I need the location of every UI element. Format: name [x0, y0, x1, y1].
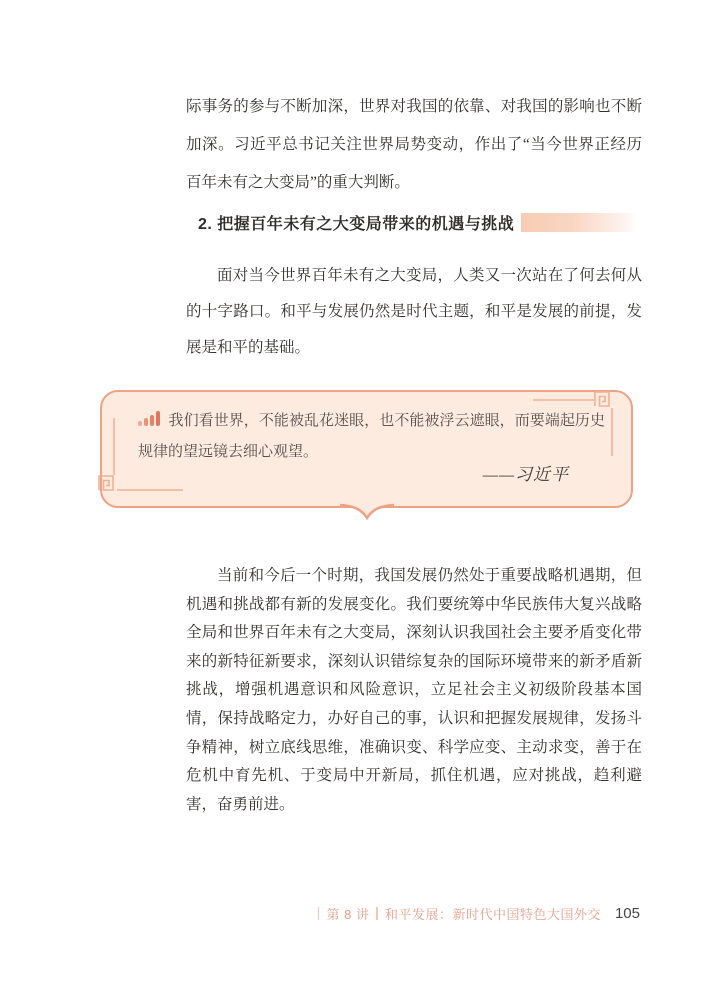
quote-text: 我们看世界，不能被乱花迷眼，也不能被浮云遮眼，而要端起历史规律的望远镜去细心观望。 — [138, 412, 605, 460]
footer-page-number: 105 — [614, 905, 640, 922]
quote-attribution: ——习近平 — [482, 465, 569, 484]
quote-text-block — [138, 405, 605, 467]
footer-separator — [318, 907, 320, 920]
footer-chapter-title: 和平发展：新时代中国特色大国外交 — [384, 907, 601, 922]
footer-separator — [376, 907, 378, 920]
quote-box — [100, 390, 633, 508]
page-footer — [311, 904, 640, 923]
intro-paragraph: 际事务的参与不断加深，世界对我国的依靠、对我国的影响也不断加深。习近平总书记关注世界局势变动，作出了“当今世界正经历百年未有之大变局”的重大判断。 — [186, 98, 642, 191]
quote-bubble-tail — [340, 502, 394, 521]
footer-chapter-label: 第 8 讲 — [326, 907, 370, 922]
strategy-paragraph: 当前和今后一个时期，我国发展仍然处于重要战略机遇期，但机遇和挑战都有新的发展变化。我们要统筹中华民族伟大复兴战略全局和世界百年未有之大变局，深刻认识我国社会主要矛盾变化带来的新特征新要求，深刻认识错综复杂的国际环境带来的新矛盾新挑战，增强机遇意识和风险意识，立足社会主义初级阶段基本国情，保持战略定力，办好自己的事，认识和把握发展规律，发扬斗争精神，树立底线思维，准确识变、科学应变、主动求变，善于在危机中育先机、于变局中开新局，抓住机遇，应对挑战，趋利避害，奋勇前进。 — [186, 567, 642, 813]
crossroads-paragraph: 面对当今世界百年未有之大变局，人类又一次站在了何去何从的十字路口。和平与发展仍然是时代主题，和平是发展的前提，发展是和平的基础。 — [186, 267, 642, 356]
section-heading-text: 2. 把握百年未有之大变局带来的机遇与挑战 — [198, 216, 515, 233]
heading-gradient-bar — [521, 213, 636, 232]
section-heading — [198, 211, 636, 234]
bar-chart-icon — [138, 411, 160, 426]
